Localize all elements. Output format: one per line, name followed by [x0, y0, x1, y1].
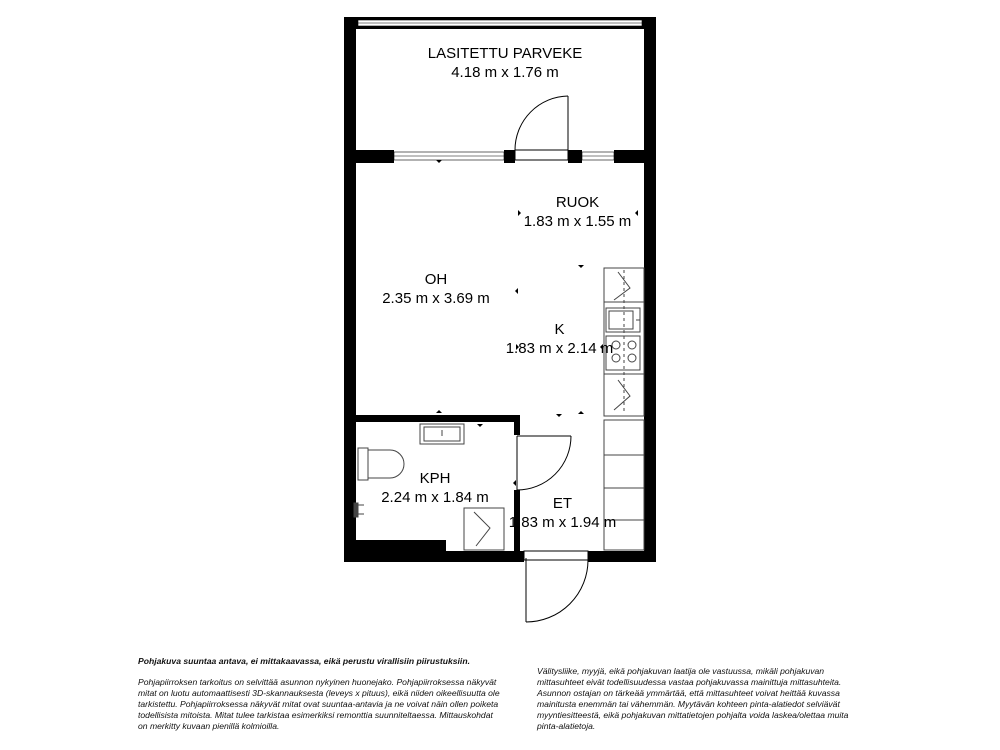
room-size: 1.83 m x 1.94 m	[508, 514, 617, 531]
bathroom-sink-icon	[420, 424, 464, 444]
room-label-balcony	[405, 44, 605, 82]
room-label-hall	[500, 494, 625, 532]
bathroom-cabinet-icon	[464, 508, 504, 550]
shower-tap-icon	[354, 503, 364, 517]
headline-text: Pohjakuva suuntaa antava, ei mittakaavassa, eikä perustu virallisiin piirustuksiin.	[138, 656, 470, 666]
room-name: KPH	[419, 470, 451, 487]
room-label-kitchen	[497, 320, 622, 358]
balcony-door	[515, 96, 568, 160]
room-name: K	[554, 321, 565, 338]
room-label-living	[366, 270, 506, 308]
room-size: 2.35 m x 3.69 m	[382, 290, 490, 307]
room-size: 1.83 m x 2.14 m	[505, 340, 614, 357]
room-size: 4.18 m x 1.76 m	[451, 64, 559, 81]
room-size: 2.24 m x 1.84 m	[381, 489, 489, 506]
bathroom-door	[517, 436, 571, 490]
disclaimer-right	[537, 666, 867, 732]
room-name: OH	[424, 271, 448, 288]
right-paragraph: Välitysliike, myyjä, eikä pohjakuvan laatija ole vastuussa, mikäli pohjakuvan mittasuhteet eivät todellisuudessa vastaa pohjakuvassa mainittuja mittasuhteita. Asunnon ostajan on tärkeää ymmärtää, että mittasuhteet voivat heittää kuvassa mainitusta enemmän tai vähemmän. Myytävän kohteen pinta-alatiedot selviävät myyntiesitteestä, eikä pohjakuvan mittatietojen pohjalta voida laskea/olettaa muita pinta-alatietoja.	[537, 666, 849, 731]
room-name: ET	[552, 495, 573, 512]
room-size: 1.83 m x 1.55 m	[523, 213, 632, 230]
disclaimer-headline	[138, 656, 498, 667]
disclaimer-left	[138, 677, 500, 732]
balcony-glazing-top	[358, 20, 642, 26]
room-name: LASITETTU PARVEKE	[427, 45, 583, 62]
room-name: RUOK	[555, 194, 600, 211]
left-paragraph: Pohjapiirroksen tarkoitus on selvittää asunnon nykyinen huonejako. Pohjapiirroksessa näkyvät mitat on luotu automaattisesti 3D-skannauksesta (leveys x pituus), eikä niiden oikeellisuutta ole tarkistettu. Pohjapiirroksessa näkyvät mitat ovat suuntaa-antavia ja ne voivat näin ollen poiketa todellisista mitoista. Mitat tulee tarkistaa esimerkiksi remonttia suunniteltaessa. Mittauskohdat on merkitty kuvaan pienillä kolmioilla.	[138, 677, 500, 731]
entrance-door	[524, 551, 588, 622]
room-label-bathroom	[370, 469, 500, 507]
room-label-dining	[515, 193, 640, 231]
